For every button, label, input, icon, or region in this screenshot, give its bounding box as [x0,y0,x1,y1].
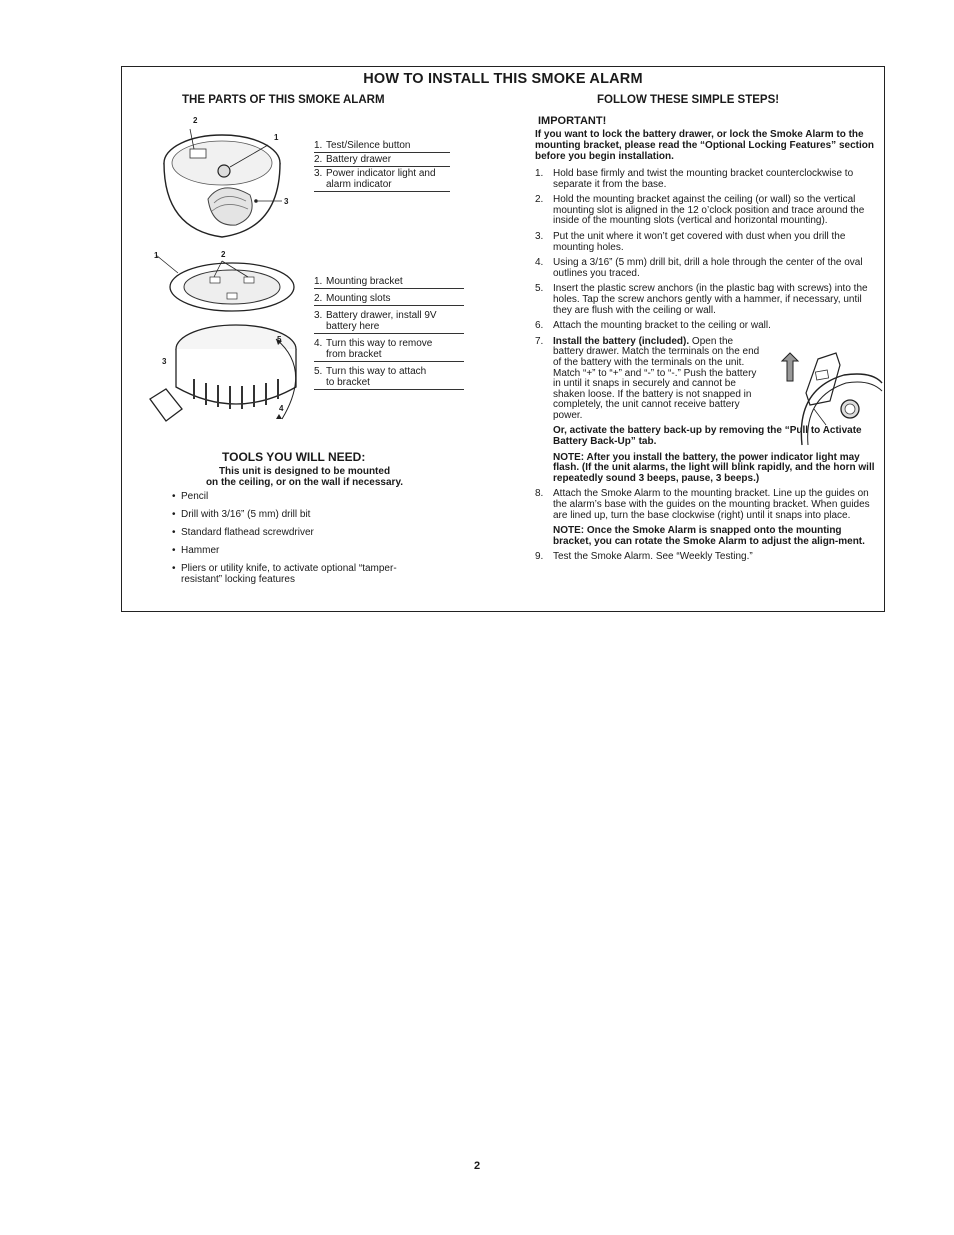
step-item: 5. Insert the plastic screw anchors (in the plastic bag with screws) into the holes. Tap the screw anchors gently with a hammer, if necessary, until they are flush with the ceiling or wall. [535,283,868,316]
part-item: 5. Turn this way to attach to bracket [314,366,464,390]
list-item: • Standard flathead screwdriver [172,527,412,538]
part-item: 4. Turn this way to remove from bracket [314,338,464,362]
part-item: 1. Test/Silence button [314,140,450,153]
list-item: • Hammer [172,545,412,556]
list-item: • Pliers or utility knife, to activate optional “tamper-resistant” locking features [172,563,412,585]
important-heading: IMPORTANT! [538,115,607,127]
rotate-note: NOTE: Once the Smoke Alarm is snapped onto the mounting bracket, you can rotate the Smoke Alarm to adjust the align-ment. [553,525,865,547]
part-item: 2. Battery drawer [314,154,450,167]
callout-4: 4 [279,404,284,413]
step-item: 6. Attach the mounting bracket to the ceiling or wall. [535,320,771,332]
important-text: If you want to lock the battery drawer, or lock the Smoke Alarm to the mounting bracket, please read the “Optional Locking Features” section before you begin installation. [535,129,874,162]
part-item: 3. Battery drawer, install 9V battery here [314,310,464,334]
step-item: 1. Hold base firmly and twist the mounting bracket counterclockwise to separate it from the base. [535,168,854,190]
step-item: 4. Using a 3/16” (5 mm) drill bit, drill a hole through the center of the oval outlines you traced. [535,257,863,279]
list-item: • Pencil [172,491,412,502]
callout-5: 5 [277,335,282,344]
page-number: 2 [473,1160,481,1172]
part-item: 3. Power indicator light and alarm indicator [314,168,450,192]
callout-3: 3 [162,357,167,366]
part-item: 1. Mounting bracket [314,276,464,289]
callout-2: 2 [193,116,198,125]
parts-heading: THE PARTS OF THIS SMOKE ALARM [182,94,385,106]
battery-note: NOTE: After you install the battery, the power indicator light may flash. (If the unit alarms, the light will blink rapidly, and the horn will repeatedly sound 3 beeps, pause, 3 beeps.) [553,451,875,484]
tools-list [172,491,412,592]
step-item: 8. Attach the Smoke Alarm to the mounting bracket. Line up the guides on the alarm’s base with the guides on the mounting bracket. When guides are lined up, turn the base clockwise (right) until it snaps into place. [535,488,870,521]
tools-subheading: This unit is designed to be mounted on the ceiling, or on the wall if necessary. [205,466,404,488]
part-item: 2. Mounting slots [314,293,464,306]
list-item: • Drill with 3/16” (5 mm) drill bit [172,509,412,520]
step-item-install-battery: 7. Install the battery (included). Open the battery drawer. Match the terminals on the end of the battery with the terminals on the unit. Match “+” to “+” and “-” to “-.” Push the battery in until it snaps in securely and cannot be shaken loose. If the battery is not snapped in completely, the unit cannot receive battery power. [535,335,760,421]
callout-3: 3 [284,197,289,206]
steps-heading: FOLLOW THESE SIMPLE STEPS! [597,94,780,106]
step-item: 3. Put the unit where it won’t get covered with dust when you drill the mounting holes. [535,230,846,253]
parts-list-1 [314,140,450,193]
callout-2: 2 [221,250,226,259]
mounting-bracket-illustration [144,249,314,439]
step-item: 9. Test the Smoke Alarm. See “Weekly Testing.” [535,551,753,563]
tools-heading: TOOLS YOU WILL NEED: [222,450,366,464]
callout-1: 1 [274,133,279,142]
battery-install-illustration [774,349,884,449]
battery-backup-note: Or, activate the battery back-up by removing the “Pull to Activate Battery Back-Up” tab. [553,425,862,448]
install-section [121,66,885,612]
callout-1: 1 [154,251,159,260]
parts-list-2 [314,276,464,394]
step-item: 2. Hold the mounting bracket against the ceiling (or wall) so the vertical mounting slot is aligned in the 12 o’clock position and trace around the inside of the mounting slots (vertical and horizontal mounting). [535,194,865,227]
page-title: HOW TO INSTALL THIS SMOKE ALARM [363,71,643,87]
